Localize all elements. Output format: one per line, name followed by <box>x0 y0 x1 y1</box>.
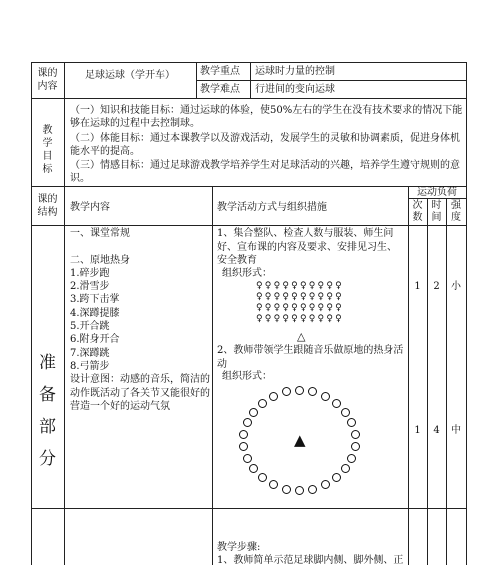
student-circle-marker <box>332 399 341 408</box>
content-col <box>212 186 213 565</box>
prep-part-char: 准 <box>39 353 56 373</box>
prep-part-char: 备 <box>39 385 56 405</box>
course-content: 足球运球（学开车） <box>85 70 175 81</box>
org-label-1: 组织形式： <box>222 268 272 279</box>
structure-head-1: 课的 <box>37 194 58 205</box>
student-circle-marker <box>239 430 248 439</box>
intensity-head-1: 强 <box>451 200 461 211</box>
load-intensity-2: 中 <box>451 425 461 436</box>
prep-part-char: 分 <box>39 449 56 469</box>
student-circle-marker <box>295 486 304 495</box>
student-circle-marker <box>249 408 258 417</box>
border-right <box>466 62 467 565</box>
duration-head-2: 间 <box>431 212 442 223</box>
header-mid-line <box>196 80 467 81</box>
times-head-1: 次 <box>412 200 423 211</box>
content-line: 一、课堂常规 <box>70 228 130 239</box>
intensity-head-2: 度 <box>451 212 461 223</box>
teacher-center-marker: ▲ <box>294 431 306 449</box>
content-line: 8.弓箭步 <box>70 360 110 372</box>
goals-label-char: 学 <box>42 138 53 149</box>
goals-col <box>64 98 65 186</box>
student-circle-marker <box>282 387 291 396</box>
content-head: 教学内容 <box>70 202 110 213</box>
student-circle-marker <box>243 454 252 463</box>
content-line: 4.深蹲提膝 <box>70 307 120 319</box>
course-label-2: 内容 <box>37 81 58 92</box>
student-circle-marker <box>321 480 330 489</box>
student-circle-marker <box>239 442 248 451</box>
method-step-1: 1、集合整队、检查人数与服装、师生问好、宣布课的内容及要求、安排见习生、安全教育 <box>217 228 397 266</box>
load-duration-2: 4 <box>433 425 440 436</box>
header-col-3 <box>250 62 251 98</box>
student-circle-marker <box>258 473 267 482</box>
goal-knowledge: （一）知识和技能目标：通过运球的体验，使50%左右的学生在没有技术要求的情况下能够在运球的过程中去控制球。 <box>70 105 463 129</box>
student-circle-marker <box>308 485 317 494</box>
student-circle-marker <box>269 480 278 489</box>
duration-col <box>446 198 447 565</box>
load-head: 运动负荷 <box>417 187 457 198</box>
student-circle-marker <box>249 464 258 473</box>
duration-head-1: 时 <box>431 200 442 211</box>
prep-content <box>70 227 210 413</box>
student-circle-marker <box>332 473 341 482</box>
prep-part-char: 部 <box>39 417 56 437</box>
goal-fitness: （二）体能目标：通过本课教学以及游戏活动，发展学生的灵敏和协调素质，促进身体机能水平的提高。 <box>70 133 460 157</box>
student-row: ♀♀♀♀♀♀♀♀♀♀ <box>256 314 344 324</box>
content-line: 5.开合跳 <box>70 321 110 333</box>
student-circle-marker <box>321 392 330 401</box>
student-circle-marker <box>308 387 317 396</box>
teacher-marker: △ <box>297 330 306 343</box>
method-step-2: 2、教师带领学生跟随音乐做原地的热身活动 <box>217 345 404 370</box>
student-circle-marker <box>282 485 291 494</box>
content-line: 6.附身开合 <box>70 334 120 346</box>
header-bottom-line <box>31 98 467 99</box>
head-bottom-line <box>31 225 467 226</box>
header-col-1 <box>64 62 65 98</box>
student-row: ♀♀♀♀♀♀♀♀♀♀ <box>256 303 344 313</box>
content-line: 7.深蹲跳 <box>70 347 110 359</box>
student-circle-marker <box>347 418 356 427</box>
student-row: ♀♀♀♀♀♀♀♀♀♀ <box>256 281 344 291</box>
design-note: 设计意图：动感的音乐，简洁的动作既活动了各关节又能很好的营造一个好的运动气氛 <box>70 374 210 412</box>
times-col <box>427 198 428 565</box>
structure-head-2: 结构 <box>37 207 58 218</box>
student-circle-marker <box>341 408 350 417</box>
content-line: 3.跨下击掌 <box>70 294 120 306</box>
goals-label <box>31 124 64 176</box>
goals-label-char: 目 <box>42 151 53 162</box>
prep-bottom-line <box>31 508 467 509</box>
student-circle-marker <box>243 418 252 427</box>
difficulty-label: 教学难点 <box>200 84 240 95</box>
student-row: ♀♀♀♀♀♀♀♀♀♀ <box>256 292 344 302</box>
content-line: 2.滑雪步 <box>70 281 110 293</box>
org-label-2: 组织形式： <box>222 371 272 382</box>
prep-part-label <box>31 350 64 472</box>
load-times-1: 1 <box>414 281 421 292</box>
table-border-top <box>31 62 467 63</box>
student-circle-marker <box>269 392 278 401</box>
student-circle-marker <box>341 464 350 473</box>
difficulty-value: 行进间的变向运球 <box>255 84 335 95</box>
goals-label-char: 教 <box>42 125 53 136</box>
times-head-2: 数 <box>412 212 423 223</box>
steps-label: 教学步骤: <box>217 542 261 553</box>
header-col-2 <box>196 62 197 98</box>
next-step-1: 1、教师简单示范足球脚内侧、脚外侧、正 <box>217 555 404 566</box>
content-line: 1.碎步跑 <box>70 267 110 279</box>
method-col <box>408 186 409 565</box>
method-head: 教学活动方式与组织措施 <box>217 202 327 213</box>
student-circle-marker <box>295 386 304 395</box>
student-circle-marker <box>258 399 267 408</box>
student-circle-marker <box>347 454 356 463</box>
goals-label-char: 标 <box>42 164 53 175</box>
load-duration-1: 2 <box>433 281 440 292</box>
load-intensity-1: 小 <box>451 281 461 292</box>
student-circle-marker <box>351 442 360 451</box>
key-point-label: 教学重点 <box>200 66 240 77</box>
content-line: 二、原地热身 <box>70 254 130 266</box>
structure-col <box>64 186 65 565</box>
student-circle-marker <box>351 430 360 439</box>
formation-grid <box>256 281 344 325</box>
key-point-value: 运球时力量的控制 <box>255 66 335 77</box>
goal-emotion: （三）情感目标：通过足球游戏教学培养学生对足球活动的兴趣，培养学生遵守规则的意识。 <box>70 160 460 184</box>
course-label-1: 课的 <box>37 68 58 79</box>
goals-bottom-line <box>31 186 467 187</box>
load-times-2: 1 <box>414 425 421 436</box>
content-line <box>70 240 210 253</box>
